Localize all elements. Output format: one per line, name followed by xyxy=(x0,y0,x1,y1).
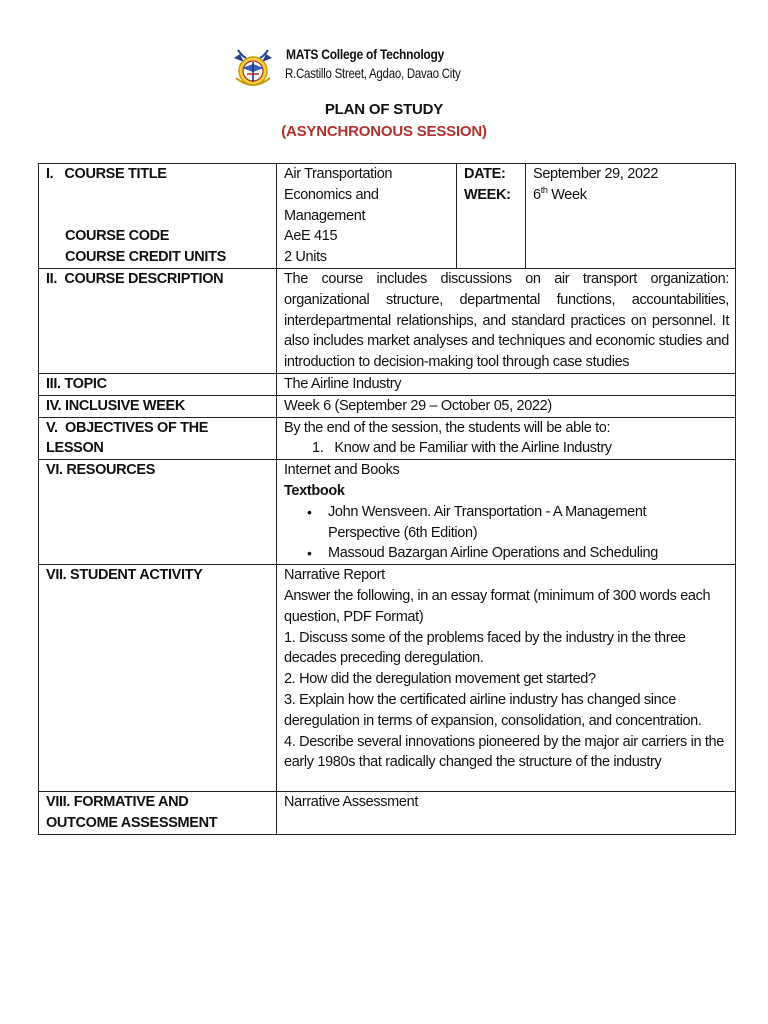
resources-label: VI. RESOURCES xyxy=(39,460,277,565)
course-title-line: Management xyxy=(284,207,366,224)
date-week-labels-cell xyxy=(457,164,526,269)
course-title-line: Air Transportation xyxy=(284,166,393,182)
topic-value: The Airline Industry xyxy=(277,373,736,395)
course-title-label: I. COURSE TITLE xyxy=(46,166,167,182)
week-word: Week xyxy=(547,186,587,203)
week-label: WEEK: xyxy=(464,186,511,203)
topic-row xyxy=(39,373,736,395)
course-code-label: COURSE CODE xyxy=(65,228,170,245)
activity-label: VII. STUDENT ACTIVITY xyxy=(39,565,277,792)
list-item: • John Wensveen. Air Transportation - A Management Perspective (6th Edition) xyxy=(328,502,668,544)
objectives-row xyxy=(39,417,736,460)
plan-title: PLAN OF STUDY xyxy=(324,101,444,118)
objectives-label-line: V. OBJECTIVES OF THE xyxy=(46,419,209,436)
list-item: • Massoud Bazargan Airline Operations and Scheduling xyxy=(328,543,729,564)
date-value: September 29, 2022 xyxy=(533,166,659,182)
activity-line: 2. How did the deregulation movement get started? xyxy=(284,671,596,688)
course-code-value: AeE 415 xyxy=(284,228,338,245)
week-suffix: th xyxy=(540,184,548,195)
topic-label: III. TOPIC xyxy=(39,373,277,395)
course-credit-label: COURSE CREDIT UNITS xyxy=(65,249,226,266)
assessment-label-line: VIII. FORMATIVE AND xyxy=(46,794,189,811)
course-title-line: Economics and xyxy=(284,186,379,203)
assessment-row xyxy=(39,792,736,835)
activity-line: Answer the following, in an essay format (minimum of 300 words each question, PDF Format) xyxy=(284,587,711,625)
objective-item: 1. Know and be Familiar with the Airline Industry xyxy=(312,440,612,457)
resources-row xyxy=(39,460,736,565)
activity-row xyxy=(39,565,736,792)
activity-line: 1. Discuss some of the problems faced by the industry in the three decades preceding deregulation. xyxy=(284,629,686,667)
college-seal-logo xyxy=(228,44,278,92)
assessment-label xyxy=(39,792,277,835)
activity-line: Narrative Report xyxy=(284,567,385,584)
inclusive-week-value: Week 6 (September 29 – October 05, 2022) xyxy=(277,395,736,417)
inclusive-week-row xyxy=(39,395,736,417)
objectives-intro: By the end of the session, the students will be able to: xyxy=(284,419,611,436)
objectives-label xyxy=(39,417,277,460)
textbook-list xyxy=(284,502,729,564)
date-week-values-cell xyxy=(526,164,736,269)
course-credit-value: 2 Units xyxy=(284,249,327,266)
plan-subtitle: (ASYNCHRONOUS SESSION) xyxy=(281,123,487,140)
objectives-cell xyxy=(277,417,736,460)
description-text: The course includes discussions on air transport organization: organizational structure, departmental functions, accountabilities, interdepartmental relationships, and standard practices on personnel. It also includes market analyses and techniques and economic studies and introduction to decision-making tool through case studies xyxy=(277,268,736,373)
resources-line: Internet and Books xyxy=(284,462,400,479)
course-row xyxy=(39,164,736,269)
assessment-value: Narrative Assessment xyxy=(277,792,736,835)
activity-line: 4. Describe several innovations pioneered by the major air carriers in the early 1980s that radically changed the structure of the industry xyxy=(284,733,724,771)
activity-line: 3. Explain how the certificated airline industry has changed since deregulation in terms of expansion, consolidation, and concentration. xyxy=(284,691,702,729)
document-header xyxy=(228,44,558,94)
course-values-cell xyxy=(277,164,457,269)
objectives-label-line: LESSON xyxy=(46,440,104,457)
resources-cell xyxy=(277,460,736,565)
description-row xyxy=(39,268,736,373)
plan-of-study-table xyxy=(38,163,736,835)
course-labels-cell xyxy=(39,164,277,269)
school-address: R.Castillo Street, Agdao, Davao City xyxy=(285,65,461,81)
week-value xyxy=(533,185,729,206)
date-label: DATE: xyxy=(464,166,506,182)
activity-cell xyxy=(277,565,736,792)
school-name: MATS College of Technology xyxy=(286,46,445,62)
inclusive-week-label: IV. INCLUSIVE WEEK xyxy=(39,395,277,417)
week-number: 6 xyxy=(533,186,541,203)
description-label: II. COURSE DESCRIPTION xyxy=(39,268,277,373)
textbook-heading: Textbook xyxy=(284,482,345,499)
assessment-label-line: OUTCOME ASSESSMENT xyxy=(46,814,218,831)
